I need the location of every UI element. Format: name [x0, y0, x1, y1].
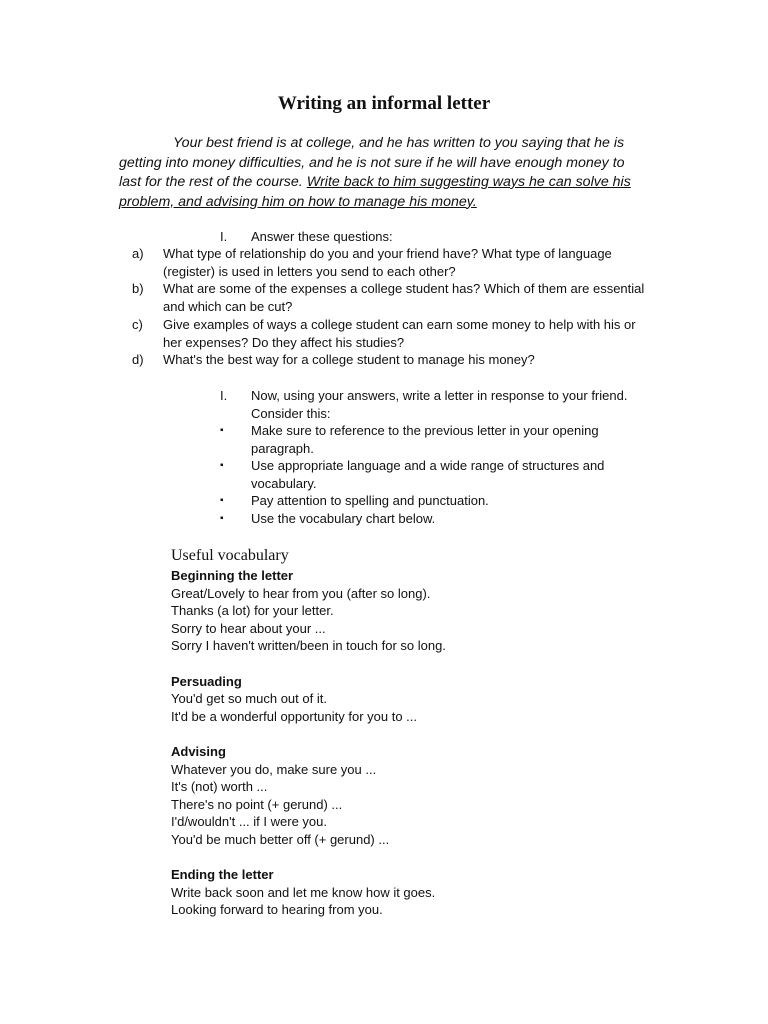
vocab-phrase: Write back soon and let me know how it goes.: [171, 884, 436, 900]
vocab-group-advising: [171, 743, 671, 849]
section-1-title: Answer these questions:: [251, 229, 393, 244]
vocab-phrase: You'd get so much out of it.: [171, 691, 327, 707]
section-2-numeral: I.: [220, 388, 228, 403]
vocab-phrase: It's (not) worth ...: [171, 779, 268, 795]
question-letter: c): [132, 316, 143, 332]
question-item: [132, 316, 652, 351]
section-1-heading: [220, 228, 393, 246]
instruction-text: Use the vocabulary chart below.: [251, 510, 436, 526]
vocab-group-ending: [171, 866, 671, 919]
vocab-phrase: Sorry to hear about your ...: [171, 620, 326, 636]
instruction-item: [220, 422, 660, 457]
question-item: [132, 280, 652, 315]
vocab-group-heading: Advising: [171, 743, 226, 759]
vocab-group-heading: Ending the letter: [171, 867, 274, 883]
vocabulary-title: Useful vocabulary: [171, 547, 289, 564]
instructions-list: [220, 422, 660, 527]
section-2-heading: [220, 387, 660, 422]
questions-list: [132, 245, 652, 369]
question-letter: b): [132, 281, 144, 297]
vocab-phrase: Great/Lovely to hear from you (after so long).: [171, 585, 431, 601]
vocab-phrase: Thanks (a lot) for your letter.: [171, 603, 334, 619]
vocab-phrase: You'd be much better off (+ gerund) ...: [171, 831, 390, 847]
question-text: What are some of the expenses a college student has? Which of them are essential and which can be cut?: [163, 281, 645, 315]
question-text: What's the best way for a college student to manage his money?: [163, 352, 535, 368]
vocab-phrase: I'd/wouldn't ... if I were you.: [171, 814, 327, 830]
instruction-item: [220, 510, 660, 528]
vocab-phrase: Looking forward to hearing from you.: [171, 902, 383, 918]
instruction-text: Make sure to reference to the previous letter in your opening paragraph.: [251, 423, 599, 456]
question-letter: a): [132, 246, 144, 261]
bullet-icon: ▪: [220, 425, 224, 436]
vocab-phrase: There's no point (+ gerund) ...: [171, 796, 343, 812]
section-2-title: Now, using your answers, write a letter in response to your friend. Consider this:: [251, 388, 628, 421]
vocabulary-section: [171, 545, 671, 936]
bullet-icon: ▪: [220, 512, 224, 524]
vocab-group-persuading: [171, 673, 671, 726]
vocab-phrase: Sorry I haven't written/been in touch for so long.: [171, 638, 446, 654]
vocab-phrase: Whatever you do, make sure you ...: [171, 761, 377, 777]
instruction-item: [220, 457, 660, 492]
vocab-group-beginning: [171, 567, 671, 655]
vocab-group-heading: Beginning the letter: [171, 568, 294, 583]
question-text: What type of relationship do you and your friend have? What type of language (register) is used in letters you send to each other?: [163, 246, 612, 279]
vocab-phrase: It'd be a wonderful opportunity for you to ...: [171, 708, 418, 724]
instruction-text: Use appropriate language and a wide range of structures and vocabulary.: [251, 458, 605, 491]
intro-task: Write back to him suggesting ways he can solve his problem, and advising him on how to manage his money.: [119, 174, 631, 210]
section-1-numeral: I.: [220, 229, 228, 244]
question-item: [132, 245, 652, 280]
instruction-text: Pay attention to spelling and punctuation.: [251, 493, 489, 508]
question-letter: d): [132, 352, 144, 368]
document-title: Writing an informal letter: [277, 93, 491, 114]
vocab-group-heading: Persuading: [171, 673, 242, 689]
intro-text: Your best friend is at college, and he has written to you saying that he is getting into money difficulties, and he is not sure if he will have enough money to last for the rest of the course.: [119, 135, 625, 190]
bullet-icon: ▪: [220, 460, 224, 471]
question-text: Give examples of ways a college student can earn some money to help with his or her expenses? Do they affect his studies?: [163, 316, 636, 350]
intro-paragraph: [119, 134, 647, 212]
bullet-icon: ▪: [220, 495, 224, 506]
instruction-item: [220, 492, 660, 510]
question-item: [132, 351, 652, 369]
